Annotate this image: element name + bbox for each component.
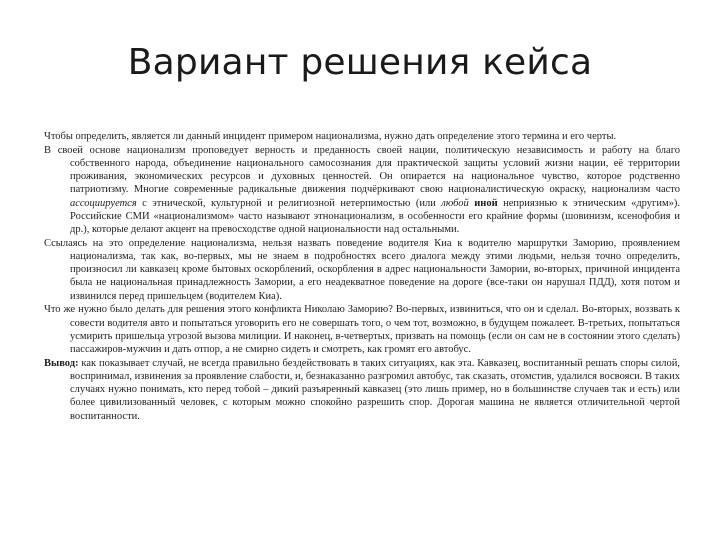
- paragraph-analysis: [44, 237, 680, 303]
- paragraph-conclusion: [44, 357, 680, 423]
- paragraph-text: Что же нужно было делать для решения этого конфликта Николаю Заморию? Во-первых, извиниться, что он и сделал. Во-вторых, воззвать к совести водителя авто и попытаться уговорить его не совершать того, о чем тот, возможно, в будущем пожалеет. В-третьих, попытаться усмирить пришельца угрозой вызова милиции. И наконец, в-четвертых, призвать на помощь (если он сам не в состоянии этого сделать) пассажиров-мужчин и дать отпор, а не смирно сидеть и смотреть, как громят его автобус.: [44, 304, 680, 356]
- paragraph-text: В своей основе национализм проповедует верность и преданность своей нации, политическую независимость и работу на благо собственного народа, объединение национального самосознания для практической защиты условий жизни нации, её территории проживания, экономических ресурсов и духовных ценностей. Он опирается на национальное чувство, которое родственно патриотизму. Многие современные радикальные движения подчёркивают свою националистическую окраску, национализм часто: [44, 144, 680, 196]
- paragraph-text: как показывает случай, не всегда правильно бездействовать в таких ситуациях, как эта. Кавказец, воспитанный решать споры силой, воспринимал, извинения за проявление слабости, и, безнаказанно разгромил автобус, так сказать, отомстив, удалился восвояси. В таких случаях нужно понимать, кто перед тобой – дикий разъяренный кавказец (это лишь пример, но в большинстве случаев так и есть) или более цивилизованный человек, с которым можно спокойно разрешить спор. Дорогая машина не является отличительной чертой воспитанности.: [70, 357, 680, 422]
- italic-term: ассоциируется: [70, 197, 137, 209]
- conclusion-label: Вывод:: [44, 357, 79, 369]
- italic-word: любой: [441, 197, 469, 209]
- paragraph-nationalism-definition: [44, 144, 680, 236]
- paragraph-definition-intro: [44, 130, 680, 143]
- paragraph-text: Чтобы определить, является ли данный инцидент примером национализма, нужно дать определение этого термина и его черты.: [44, 131, 617, 142]
- bold-word: иной: [474, 197, 498, 209]
- slide-title: Вариант решения кейса: [127, 42, 593, 83]
- paragraph-text: с этнической, культурной и религиозной нетерпимостью (или: [136, 197, 442, 209]
- paragraph-text: Ссылаясь на это определение национализма, нельзя назвать поведение водителя Киа к водителю маршрутки Заморию, проявлением национализма, так как, во-первых, мы не знаем в подробностях всего диалога между этими людьми, нельзя точно определить, произносил ли кавказец кроме бытовых оскорблений, оскорбления в адрес национальности Замории, во-вторых, причиной инцидента была не национальная принадлежность Замории, а его неадекватное поведение на дороге (все-таки он нарушал ПДД), хотя потом и извинился перед пришельцем (водителем Киа).: [44, 237, 680, 302]
- paragraph-recommendations: [44, 303, 680, 356]
- slide-body: [44, 130, 680, 423]
- paragraph-text: неприязнью к этническим «другим»). Российские СМИ «национализмом» часто называют этнонационализм, в особенности его крайние формы (шовинизм, ксенофобия и др.), которые делают акцент на превосходстве одной национальности над остальными.: [70, 197, 680, 236]
